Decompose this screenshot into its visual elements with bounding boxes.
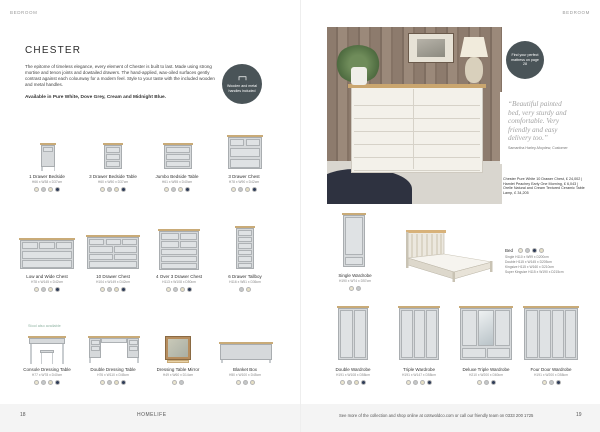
colour-swatch[interactable]: [413, 380, 418, 385]
colour-swatch[interactable]: [172, 380, 177, 385]
colour-swatch[interactable]: [239, 287, 244, 292]
intro-text: The epitome of timeless elegance, every element of Chester is built to last. Made using strong mortise and tenon joints and dowtailed drawers. The hand-applied, wax-oiled surfaces gently contrast against each colourway for a modern feel. Style to your taste with the included wooden and metal handles.: [25, 64, 215, 87]
colour-swatch[interactable]: [34, 187, 39, 192]
colour-swatch[interactable]: [171, 187, 176, 192]
footer-text[interactable]: See more of the collection and shop online at cotswoldco.com or call our friendly team on 0333 200 1725: [339, 413, 534, 418]
colour-swatches: [84, 380, 142, 385]
colour-swatch[interactable]: [55, 187, 60, 192]
availability-text: Available in Pure White, Dove Grey, Cream and Midnight Blue.: [25, 95, 167, 100]
colour-swatch[interactable]: [340, 380, 345, 385]
colour-swatch[interactable]: [539, 248, 544, 253]
colour-swatch[interactable]: [549, 380, 554, 385]
colour-swatch[interactable]: [48, 287, 53, 292]
colour-swatch[interactable]: [542, 380, 547, 385]
page-number: 18: [20, 412, 26, 418]
colour-swatch[interactable]: [491, 380, 496, 385]
colour-swatch[interactable]: [250, 380, 255, 385]
colour-swatch[interactable]: [252, 187, 257, 192]
product-console-dressing-table[interactable]: Console Dressing Table H77 x W78 x D40cm: [18, 367, 76, 385]
colour-swatch[interactable]: [100, 380, 105, 385]
mattress-badge[interactable]: [506, 41, 544, 79]
product-4-over-3-drawer-chest[interactable]: 4 Over 3 Drawer Chest H113 x W108 x D50cm: [150, 274, 208, 292]
colour-swatches: [215, 187, 273, 192]
colour-swatch[interactable]: [41, 287, 46, 292]
handles-badge: [222, 64, 262, 104]
colour-swatch[interactable]: [187, 287, 192, 292]
colour-swatch[interactable]: [356, 286, 361, 291]
colour-swatch[interactable]: [100, 287, 105, 292]
colour-swatch[interactable]: [185, 187, 190, 192]
colour-swatch[interactable]: [34, 287, 39, 292]
colour-swatches: [216, 287, 274, 292]
customer-quote: [500, 92, 582, 164]
product-1-drawer-bedside[interactable]: 1 Drawer Bedside H66 x W38 x D37cm: [18, 174, 76, 192]
colour-swatch[interactable]: [55, 287, 60, 292]
colour-swatch[interactable]: [236, 380, 241, 385]
colour-swatch[interactable]: [55, 380, 60, 385]
colour-swatch[interactable]: [349, 286, 354, 291]
product-four-door-wardrobe[interactable]: Four Door Wardrobe H191 x W200 x D58cm: [521, 367, 581, 385]
stool-note: Stool also available: [28, 324, 61, 328]
colour-swatch[interactable]: [484, 380, 489, 385]
colour-swatch[interactable]: [477, 380, 482, 385]
product-jumbo-bedside-table[interactable]: Jumbo Bedside Table H61 x W55 x D40cm: [148, 174, 206, 192]
product-3-drawer-bedside-table[interactable]: 3 Drawer Bedside Table H60 x W50 x D37cm: [84, 174, 142, 192]
colour-swatch[interactable]: [532, 248, 537, 253]
photo-caption: Chester Pure White 10 Drawer Chest, £ 24,002 | Hamlet Peachey Early One Morning, £ 6,043 | Orelle Natural and Cream Textured Ceramic Table Lamp, £ 34,205: [503, 177, 585, 195]
lifestyle-photo: [327, 27, 502, 204]
colour-swatch[interactable]: [48, 187, 53, 192]
product-3-drawer-chest[interactable]: 3 Drawer Chest H78 x W90 x D42cm: [215, 174, 273, 192]
page-gutter: [300, 0, 301, 432]
colour-swatch[interactable]: [173, 287, 178, 292]
colour-swatch[interactable]: [354, 380, 359, 385]
colour-swatch[interactable]: [34, 380, 39, 385]
bed-info[interactable]: Bed Single H110 x W99 x D200cm Double H115 x W145 x D205cm Kingsize H115 x W160 x D210cm Super Kingsize H115 x W190 x D215cm: [505, 248, 564, 274]
colour-swatch[interactable]: [178, 187, 183, 192]
brand-name: HOMELIFE: [137, 412, 167, 418]
colour-swatch[interactable]: [246, 287, 251, 292]
colour-swatches: [216, 380, 274, 385]
section-label: BEDROOM: [562, 10, 590, 15]
product-blanket-box[interactable]: Blanket Box H50 x W100 x D45cm: [216, 367, 274, 385]
quote-text: “Beautiful painted bed, very sturdy and comfortable. Very friendly and easy delivery too.”: [508, 100, 567, 143]
colour-swatch[interactable]: [243, 380, 248, 385]
colour-swatches: [389, 380, 449, 385]
product-triple-wardrobe[interactable]: Triple Wardrobe H191 x W147 x D58cm: [389, 367, 449, 385]
bed-sizes: Single H110 x W99 x D200cm Double H115 x W145 x D205cm Kingsize H115 x W160 x D210cm Super Kingsize H115 x W190 x D215cm: [505, 255, 564, 274]
colour-swatch[interactable]: [406, 380, 411, 385]
product-double-wardrobe[interactable]: Double Wardrobe H191 x W108 x D58cm: [323, 367, 383, 385]
colour-swatches: [325, 286, 385, 291]
colour-swatch[interactable]: [121, 287, 126, 292]
colour-swatch[interactable]: [48, 380, 53, 385]
colour-swatch[interactable]: [180, 287, 185, 292]
product-6-drawer-tallboy[interactable]: 6 Drawer Tallboy H116 x W51 x D36cm: [216, 274, 274, 292]
product-dressing-table-mirror[interactable]: Dressing Table Mirror H49 x W60 x D14cm: [149, 367, 207, 385]
colour-swatches: [149, 380, 207, 385]
quote-author: Samantha Harley-Moydew, Customer: [508, 145, 568, 150]
product-low-and-wide-chest[interactable]: Low and Wide Chest H78 x W145 x D42cm: [18, 274, 76, 292]
colour-swatches: [518, 248, 544, 253]
page-number: 19: [576, 412, 582, 418]
colour-swatch[interactable]: [166, 287, 171, 292]
handle-icon: [238, 75, 247, 82]
colour-swatches: [84, 187, 142, 192]
colour-swatches: [18, 187, 76, 192]
product-10-drawer-chest[interactable]: 10 Drawer Chest H104 x W149 x D42cm: [84, 274, 142, 292]
colour-swatch[interactable]: [114, 287, 119, 292]
colour-swatches: [323, 380, 383, 385]
section-label: BEDROOM: [10, 10, 38, 15]
product-single-wardrobe[interactable]: Single Wardrobe H190 x W74 x D57cm: [325, 273, 385, 291]
footer-bar: [300, 404, 600, 432]
colour-swatch[interactable]: [114, 380, 119, 385]
colour-swatch[interactable]: [107, 287, 112, 292]
colour-swatch[interactable]: [556, 380, 561, 385]
colour-swatches: [18, 380, 76, 385]
colour-swatch[interactable]: [121, 187, 126, 192]
colour-swatch[interactable]: [245, 187, 250, 192]
colour-swatch[interactable]: [347, 380, 352, 385]
colour-swatch[interactable]: [525, 248, 530, 253]
badge-text: Wooden and metal handles included: [226, 83, 258, 93]
product-double-dressing-table[interactable]: Double Dressing Table H76 x W110 x D45cm: [84, 367, 142, 385]
colour-swatches: [455, 380, 517, 385]
footer-bar: [0, 404, 300, 432]
collection-title: CHESTER: [25, 45, 82, 56]
colour-swatch[interactable]: [361, 380, 366, 385]
product-deluxe-triple-wardrobe[interactable]: Deluxe Triple Wardrobe H210 x W200 x D60cm: [455, 367, 517, 385]
colour-swatch[interactable]: [121, 380, 126, 385]
colour-swatches: [18, 287, 76, 292]
colour-swatch[interactable]: [238, 187, 243, 192]
colour-swatch[interactable]: [427, 380, 432, 385]
colour-swatches: [150, 287, 208, 292]
colour-swatch[interactable]: [107, 187, 112, 192]
badge-text: Find your perfect mattress on page 28: [511, 53, 539, 67]
colour-swatch[interactable]: [41, 187, 46, 192]
colour-swatch[interactable]: [107, 380, 112, 385]
colour-swatch[interactable]: [41, 380, 46, 385]
colour-swatch[interactable]: [420, 380, 425, 385]
colour-swatches: [84, 287, 142, 292]
colour-swatch[interactable]: [100, 187, 105, 192]
colour-swatches: [148, 187, 206, 192]
colour-swatch[interactable]: [114, 187, 119, 192]
colour-swatch[interactable]: [518, 248, 523, 253]
colour-swatch[interactable]: [231, 187, 236, 192]
colour-swatch[interactable]: [164, 187, 169, 192]
colour-swatch[interactable]: [179, 380, 184, 385]
colour-swatches: [521, 380, 581, 385]
